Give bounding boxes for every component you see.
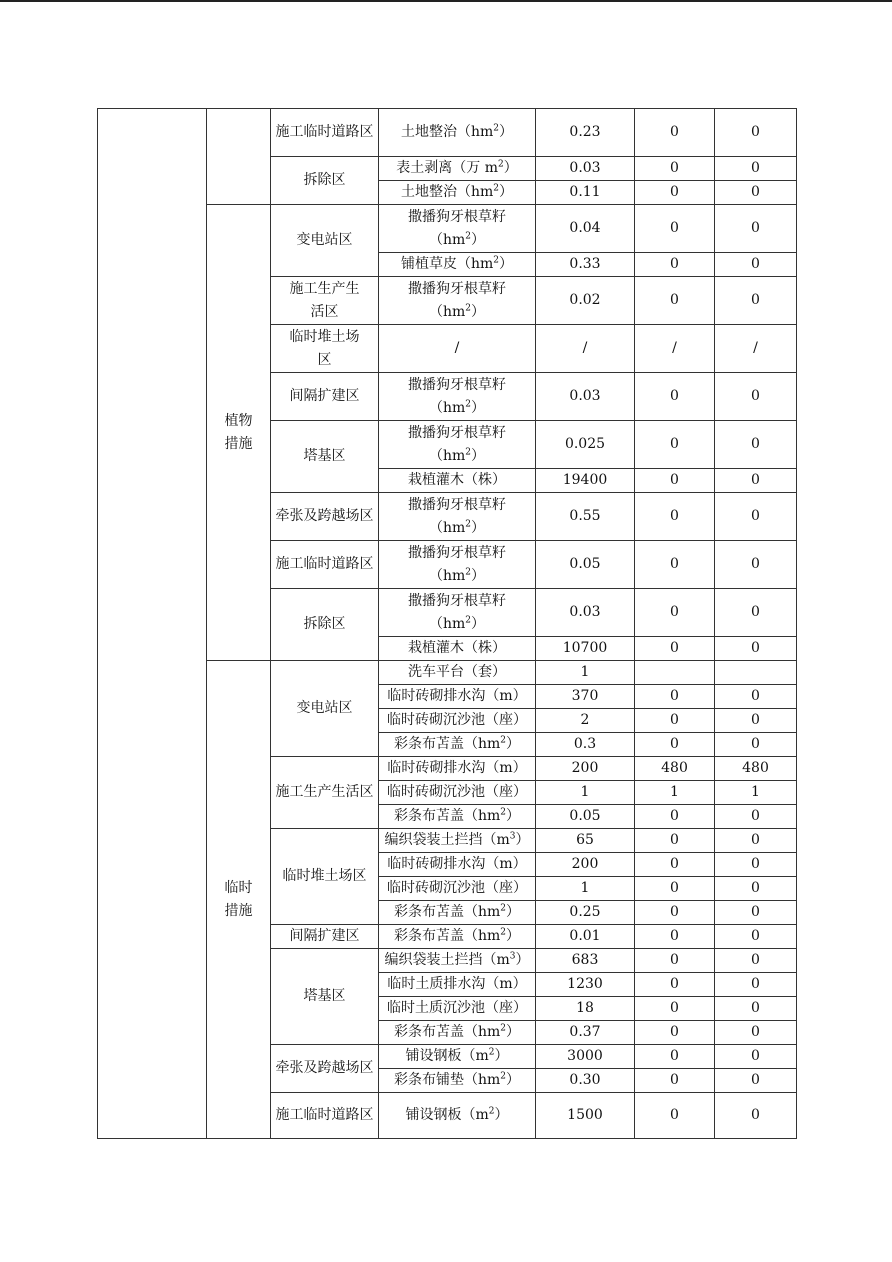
qty-cell: 0.30 xyxy=(536,1069,635,1093)
value-cell: 0 xyxy=(715,901,797,925)
value-cell: 0 xyxy=(635,685,715,709)
value-cell: 0 xyxy=(715,373,797,421)
value-cell: 0 xyxy=(635,589,715,637)
measure-cell: 临时砖砌排水沟（m） xyxy=(379,757,536,781)
qty-cell: 200 xyxy=(536,757,635,781)
area-cell: 塔基区 xyxy=(271,949,379,1045)
measure-cell: 临时砖砌沉沙池（座） xyxy=(379,877,536,901)
value-cell: 0 xyxy=(635,469,715,493)
area-cell: 牵张及跨越场区 xyxy=(271,493,379,541)
measure-cell: 铺植草皮$(hm^2)$ xyxy=(379,253,536,277)
value-cell xyxy=(715,661,797,685)
measure-cell: 编织袋装土拦挡$(m^3)$ xyxy=(379,829,536,853)
measures-table xyxy=(97,108,797,1139)
value-cell: 0 xyxy=(715,493,797,541)
area-cell: 拆除区 xyxy=(271,589,379,661)
category-cell xyxy=(207,109,271,205)
measure-cell: 撒播狗牙根草籽$(hm^2)$ xyxy=(379,205,536,253)
qty-cell: 19400 xyxy=(536,469,635,493)
value-cell: 0 xyxy=(715,181,797,205)
value-cell: 0 xyxy=(635,877,715,901)
value-cell: 0 xyxy=(715,877,797,901)
value-cell: 0 xyxy=(635,109,715,157)
value-cell: 0 xyxy=(635,493,715,541)
value-cell: 0 xyxy=(635,949,715,973)
area-cell: 变电站区 xyxy=(271,661,379,757)
measure-cell: 撒播狗牙根草籽$(hm^2)$ xyxy=(379,541,536,589)
measure-cell: 撒播狗牙根草籽$(hm^2)$ xyxy=(379,373,536,421)
value-cell: 0 xyxy=(715,589,797,637)
qty-cell: 0.01 xyxy=(536,925,635,949)
value-cell: 0 xyxy=(715,685,797,709)
area-cell: 塔基区 xyxy=(271,421,379,493)
value-cell: 0 xyxy=(635,997,715,1021)
qty-cell: 0.04 xyxy=(536,205,635,253)
value-cell: 0 xyxy=(635,541,715,589)
value-cell: 0 xyxy=(635,373,715,421)
value-cell: 0 xyxy=(715,997,797,1021)
qty-cell: 65 xyxy=(536,829,635,853)
value-cell: 0 xyxy=(715,925,797,949)
qty-cell: 1230 xyxy=(536,973,635,997)
value-cell: 0 xyxy=(635,973,715,997)
value-cell: 1 xyxy=(635,781,715,805)
measure-cell: 撒播狗牙根草籽$(hm^2)$ xyxy=(379,277,536,325)
value-cell: 0 xyxy=(635,733,715,757)
area-cell: 施工临时道路区 xyxy=(271,109,379,157)
value-cell: 0 xyxy=(715,157,797,181)
area-cell: 间隔扩建区 xyxy=(271,925,379,949)
value-cell: 0 xyxy=(635,253,715,277)
value-cell: 0 xyxy=(635,421,715,469)
qty-cell: 1 xyxy=(536,661,635,685)
value-cell: 0 xyxy=(635,925,715,949)
project-cell xyxy=(98,109,207,1139)
area-cell: 变电站区 xyxy=(271,205,379,277)
value-cell: 0 xyxy=(635,637,715,661)
area-cell: 施工生产生活区 xyxy=(271,277,379,325)
measure-cell: 临时土质沉沙池（座） xyxy=(379,997,536,1021)
category-cell: 植物措施 xyxy=(207,205,271,661)
qty-cell: 0.05 xyxy=(536,541,635,589)
qty-cell: 1 xyxy=(536,877,635,901)
value-cell: 0 xyxy=(635,157,715,181)
value-cell: 0 xyxy=(715,733,797,757)
category-cell: 临时措施 xyxy=(207,661,271,1139)
measure-cell: 洗车平台（套） xyxy=(379,661,536,685)
value-cell: 0 xyxy=(635,181,715,205)
value-cell: 0 xyxy=(715,1093,797,1139)
measure-cell: 栽植灌木（株） xyxy=(379,469,536,493)
measure-cell: 彩条布苫盖$(hm^2)$ xyxy=(379,733,536,757)
qty-cell: 0.55 xyxy=(536,493,635,541)
measure-cell: 彩条布苫盖$(hm^2)$ xyxy=(379,925,536,949)
value-cell: 0 xyxy=(715,1069,797,1093)
measure-cell: 铺设钢板$(m^2)$ xyxy=(379,1045,536,1069)
value-cell: 0 xyxy=(635,1069,715,1093)
value-cell: 0 xyxy=(715,109,797,157)
page-top-rule xyxy=(0,0,892,2)
value-cell: 0 xyxy=(715,829,797,853)
qty-cell: 0.3 xyxy=(536,733,635,757)
qty-cell: 1500 xyxy=(536,1093,635,1139)
value-cell: 0 xyxy=(715,805,797,829)
measure-cell: 彩条布铺垫$(hm^2)$ xyxy=(379,1069,536,1093)
value-cell: / xyxy=(715,325,797,373)
value-cell: 0 xyxy=(635,205,715,253)
value-cell: 0 xyxy=(715,973,797,997)
measure-cell: 土地整治$(hm^2)$ xyxy=(379,181,536,205)
area-cell: 施工临时道路区 xyxy=(271,541,379,589)
value-cell: 0 xyxy=(715,1045,797,1069)
qty-cell: 0.025 xyxy=(536,421,635,469)
measure-cell: 土地整治$(hm^2)$ xyxy=(379,109,536,157)
value-cell: 0 xyxy=(715,1021,797,1045)
value-cell: 0 xyxy=(715,949,797,973)
measure-cell: 铺设钢板$(m^2)$ xyxy=(379,1093,536,1139)
area-cell: 间隔扩建区 xyxy=(271,373,379,421)
qty-cell: 3000 xyxy=(536,1045,635,1069)
measure-cell: 表土剥离（万 $m^2$） xyxy=(379,157,536,181)
qty-cell: 0.03 xyxy=(536,589,635,637)
measure-cell: 临时砖砌排水沟（m） xyxy=(379,685,536,709)
value-cell: 0 xyxy=(635,805,715,829)
measure-cell: 撒播狗牙根草籽$(hm^2)$ xyxy=(379,589,536,637)
measure-cell: 彩条布苫盖$(hm^2)$ xyxy=(379,805,536,829)
value-cell: 0 xyxy=(715,253,797,277)
value-cell: 0 xyxy=(715,205,797,253)
value-cell: 1 xyxy=(715,781,797,805)
area-cell: 拆除区 xyxy=(271,157,379,205)
value-cell: 0 xyxy=(715,637,797,661)
qty-cell: 18 xyxy=(536,997,635,1021)
qty-cell: 370 xyxy=(536,685,635,709)
area-cell: 施工临时道路区 xyxy=(271,1093,379,1139)
measure-cell: 临时土质排水沟（m） xyxy=(379,973,536,997)
qty-cell: 0.23 xyxy=(536,109,635,157)
value-cell: 0 xyxy=(635,901,715,925)
value-cell: 0 xyxy=(715,421,797,469)
value-cell: 0 xyxy=(635,853,715,877)
measure-cell: / xyxy=(379,325,536,373)
qty-cell: 0.11 xyxy=(536,181,635,205)
area-cell: 牵张及跨越场区 xyxy=(271,1045,379,1093)
qty-cell: 0.02 xyxy=(536,277,635,325)
value-cell: 0 xyxy=(715,541,797,589)
qty-cell: 683 xyxy=(536,949,635,973)
qty-cell: 10700 xyxy=(536,637,635,661)
value-cell: 0 xyxy=(715,469,797,493)
area-cell: 临时堆土场区 xyxy=(271,325,379,373)
qty-cell: 0.33 xyxy=(536,253,635,277)
value-cell: 0 xyxy=(635,829,715,853)
measure-cell: 临时砖砌沉沙池（座） xyxy=(379,709,536,733)
area-cell: 施工生产生活区 xyxy=(271,757,379,829)
value-cell: 0 xyxy=(635,277,715,325)
qty-cell: 2 xyxy=(536,709,635,733)
measure-cell: 撒播狗牙根草籽$(hm^2)$ xyxy=(379,493,536,541)
value-cell xyxy=(635,661,715,685)
value-cell: 0 xyxy=(715,709,797,733)
value-cell: 0 xyxy=(635,1045,715,1069)
measure-cell: 临时砖砌沉沙池（座） xyxy=(379,781,536,805)
qty-cell: / xyxy=(536,325,635,373)
measure-cell: 编织袋装土拦挡$(m^3)$ xyxy=(379,949,536,973)
area-cell: 临时堆土场区 xyxy=(271,829,379,925)
value-cell: 480 xyxy=(715,757,797,781)
measure-cell: 彩条布苫盖$(hm^2)$ xyxy=(379,1021,536,1045)
value-cell: / xyxy=(635,325,715,373)
qty-cell: 0.03 xyxy=(536,157,635,181)
qty-cell: 0.05 xyxy=(536,805,635,829)
qty-cell: 0.37 xyxy=(536,1021,635,1045)
value-cell: 0 xyxy=(635,1021,715,1045)
value-cell: 0 xyxy=(715,853,797,877)
value-cell: 0 xyxy=(635,709,715,733)
measure-cell: 彩条布苫盖$(hm^2)$ xyxy=(379,901,536,925)
qty-cell: 200 xyxy=(536,853,635,877)
value-cell: 480 xyxy=(635,757,715,781)
qty-cell: 1 xyxy=(536,781,635,805)
value-cell: 0 xyxy=(635,1093,715,1139)
qty-cell: 0.03 xyxy=(536,373,635,421)
measure-cell: 栽植灌木（株） xyxy=(379,637,536,661)
qty-cell: 0.25 xyxy=(536,901,635,925)
measure-cell: 撒播狗牙根草籽$(hm^2)$ xyxy=(379,421,536,469)
value-cell: 0 xyxy=(715,277,797,325)
measure-cell: 临时砖砌排水沟（m） xyxy=(379,853,536,877)
